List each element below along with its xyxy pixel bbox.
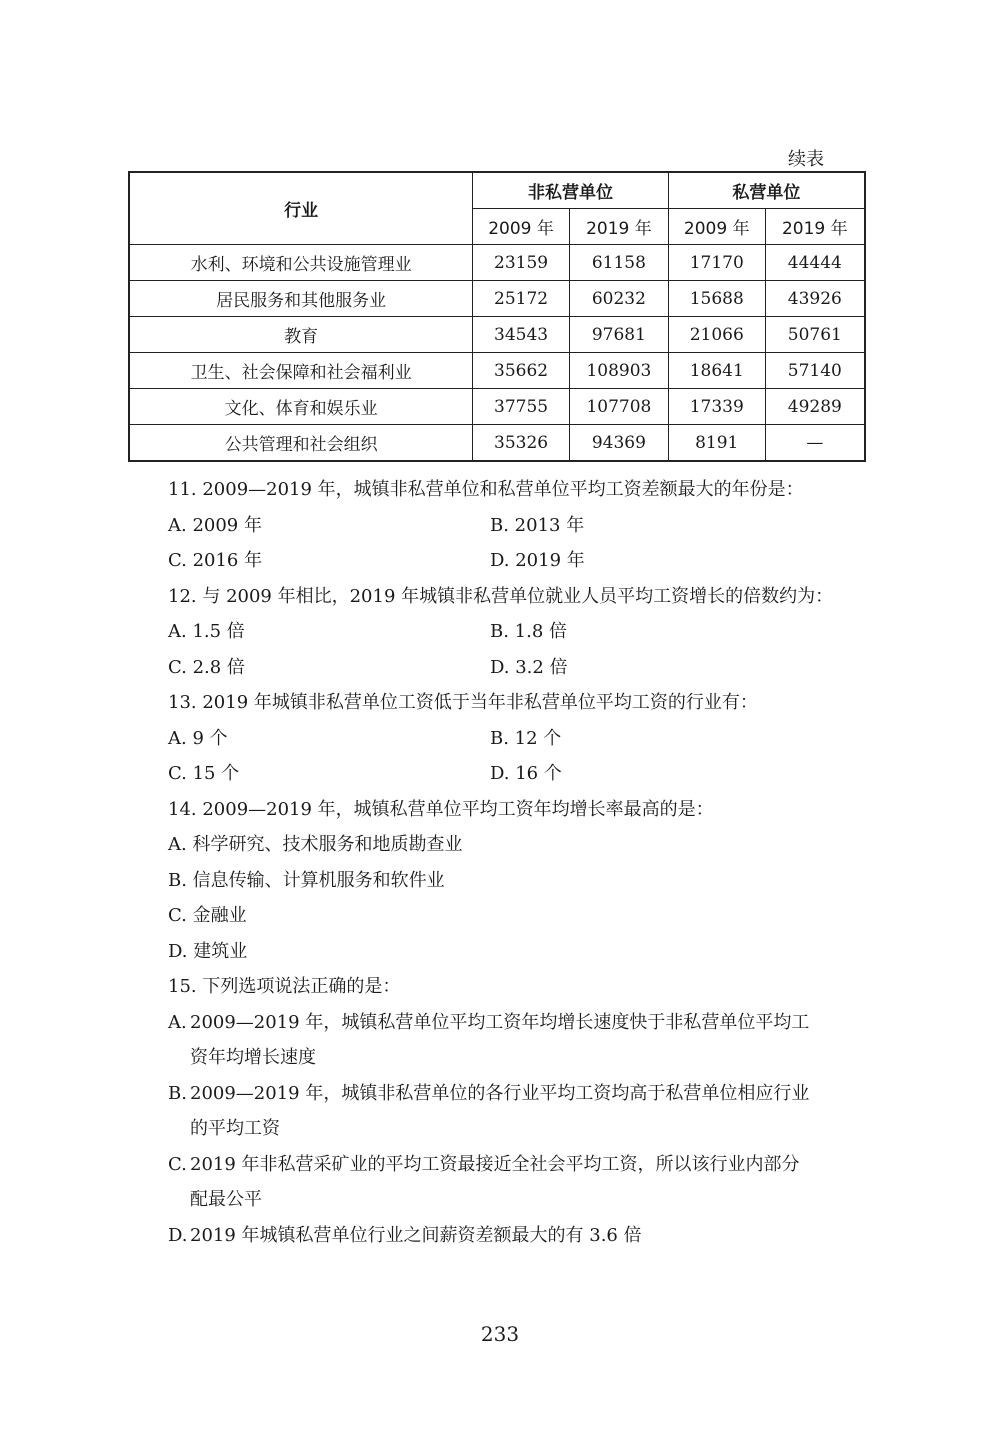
value-cell: 61158 (569, 245, 668, 281)
value-cell: 15688 (668, 281, 765, 317)
table-row (129, 281, 865, 317)
option (168, 1076, 868, 1147)
option-letter: C. (168, 1153, 187, 1175)
option: B. 信息传输、计算机服务和软件业 (168, 869, 445, 891)
value-cell: 49289 (765, 389, 865, 425)
value-cell: 8191 (668, 425, 765, 462)
option-row (168, 614, 868, 650)
question-stem: 15. 下列选项说法正确的是： (168, 976, 401, 997)
table-row (129, 389, 865, 425)
value-cell: 17339 (668, 389, 765, 425)
question-stem: 13. 2019 年城镇非私营单位工资低于当年非私营单位平均工资的行业有： (168, 692, 758, 713)
question-stem: 14. 2009—2019 年，城镇私营单位平均工资年均增长率最高的是： (168, 798, 714, 820)
industry-cell: 卫生、社会保障和社会福利业 (129, 353, 473, 389)
option-text-line: 资年均增长速度 (190, 1047, 316, 1068)
option: D. 建筑业 (168, 940, 248, 962)
continuation-label: 续表 (788, 149, 824, 170)
industry-cell: 教育 (129, 317, 473, 353)
table-row (129, 353, 865, 389)
option-letter: A. (168, 1011, 187, 1033)
value-cell: 23159 (473, 245, 570, 281)
value-cell: — (765, 425, 865, 462)
value-cell: 35662 (473, 353, 570, 389)
value-cell: 50761 (765, 317, 865, 353)
option: B. 2013 年 (490, 514, 585, 536)
option (168, 1147, 868, 1218)
option: B. 1.8 倍 (490, 621, 568, 642)
option-text-line: 2019 年非私营采矿业的平均工资最接近全社会平均工资，所以该行业内部分 (190, 1153, 800, 1175)
option-row (168, 508, 868, 544)
industry-cell: 居民服务和其他服务业 (129, 281, 473, 317)
option: A. 科学研究、技术服务和地质勘查业 (168, 834, 463, 855)
value-cell: 35326 (473, 425, 570, 462)
option: D. 2019 年 (490, 550, 585, 571)
question-list (168, 472, 868, 1253)
value-cell: 37755 (473, 389, 570, 425)
value-cell: 107708 (569, 389, 668, 425)
value-cell: 57140 (765, 353, 865, 389)
industry-header: 行业 (129, 172, 473, 245)
option: A. 9 个 (168, 727, 228, 749)
value-cell: 21066 (668, 317, 765, 353)
value-cell: 34543 (473, 317, 570, 353)
option-row (168, 543, 868, 579)
option-row (168, 756, 868, 792)
value-cell: 18641 (668, 353, 765, 389)
option: C. 15 个 (168, 763, 240, 784)
year-header: 2009 年 (668, 209, 765, 245)
option-letter: D. (168, 1224, 188, 1246)
option: A. 2009 年 (168, 514, 262, 536)
value-cell: 17170 (668, 245, 765, 281)
option-text-line: 2019 年城镇私营单位行业之间薪资差额最大的有 3.6 倍 (190, 1224, 642, 1246)
question-stem: 11. 2009—2019 年，城镇非私营单位和私营单位平均工资差额最大的年份是： (168, 479, 804, 500)
year-header: 2019 年 (765, 209, 865, 245)
industry-cell: 文化、体育和娱乐业 (129, 389, 473, 425)
value-cell: 43926 (765, 281, 865, 317)
nonprivate-group-header: 非私营单位 (473, 172, 669, 209)
value-cell: 60232 (569, 281, 668, 317)
option: D. 3.2 倍 (490, 656, 568, 678)
industry-cell: 公共管理和社会组织 (129, 425, 473, 462)
option: A. 1.5 倍 (168, 621, 245, 642)
table-row (129, 425, 865, 462)
option: C. 2.8 倍 (168, 656, 245, 678)
option-row (168, 721, 868, 757)
option: C. 2016 年 (168, 550, 263, 571)
option: B. 12 个 (490, 727, 562, 749)
option: C. 金融业 (168, 905, 247, 926)
option-text-line: 配最公平 (190, 1189, 262, 1210)
option (168, 1005, 868, 1076)
year-header: 2009 年 (473, 209, 570, 245)
year-header: 2019 年 (569, 209, 668, 245)
option-text-line: 2009—2019 年，城镇非私营单位的各行业平均工资均高于私营单位相应行业 (190, 1082, 810, 1104)
value-cell: 44444 (765, 245, 865, 281)
wage-table (128, 171, 866, 462)
private-group-header: 私营单位 (668, 172, 865, 209)
option-text-line: 2009—2019 年，城镇私营单位平均工资年均增长速度快于非私营单位平均工 (190, 1011, 810, 1033)
table-row (129, 245, 865, 281)
option-letter: B. (168, 1082, 187, 1104)
option: D. 16 个 (490, 763, 562, 784)
question-stem: 12. 与 2009 年相比，2019 年城镇非私营单位就业人员平均工资增长的倍数约为： (168, 585, 834, 607)
value-cell: 25172 (473, 281, 570, 317)
table-row (129, 317, 865, 353)
value-cell: 94369 (569, 425, 668, 462)
option (168, 1218, 868, 1254)
option-row (168, 650, 868, 686)
industry-cell: 水利、环境和公共设施管理业 (129, 245, 473, 281)
page-number: 233 (480, 1322, 520, 1346)
value-cell: 108903 (569, 353, 668, 389)
option-text-line: 的平均工资 (190, 1118, 280, 1139)
value-cell: 97681 (569, 317, 668, 353)
